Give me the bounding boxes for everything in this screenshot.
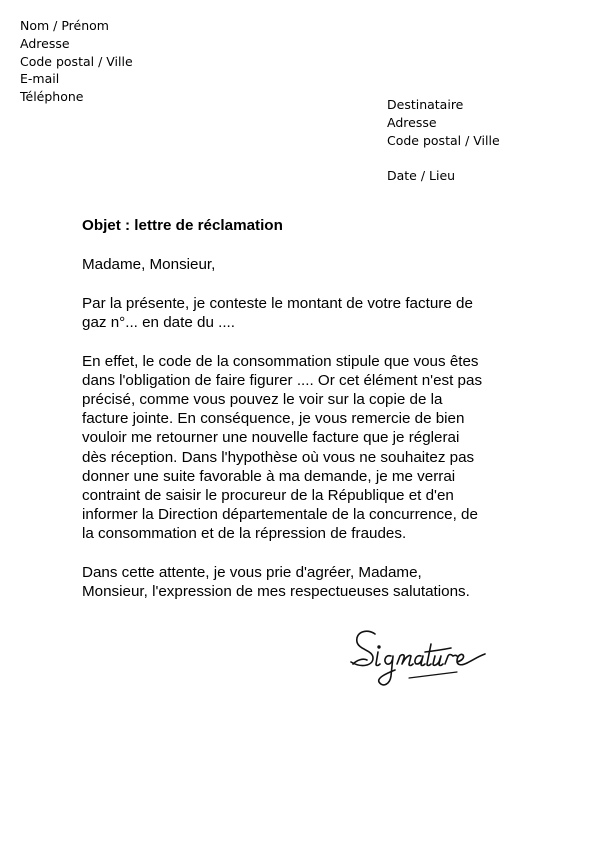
paragraph-line: Dans cette attente, je vous prie d'agréer, Madame, (82, 564, 422, 582)
recipient-block (387, 96, 500, 185)
paragraph-line: En effet, le code de la consommation stipule que vous êtes (82, 352, 479, 370)
paragraph-line: précisé, comme vous pouvez le voir sur la copie de la (82, 391, 443, 408)
sender-postal-city: Code postal / Ville (20, 53, 133, 69)
recipient-name: Destinataire (387, 97, 464, 112)
sender-block (20, 17, 133, 106)
recipient-postal-city: Code postal / Ville (387, 132, 500, 148)
paragraph-line: dès réception. Dans l'hypothèse où vous ne souhaitez pas (82, 448, 475, 466)
paragraph-closing (82, 563, 522, 601)
paragraph-explanation (82, 352, 522, 544)
paragraph-line: la consommation et de la répression de fraudes. (82, 525, 407, 543)
paragraph-line: Par la présente, je conteste le montant de votre facture de (82, 294, 473, 312)
sender-address: Adresse (20, 35, 70, 51)
sender-email: E-mail (20, 71, 60, 87)
letter-body (82, 216, 522, 621)
paragraph-line: vouloir me retourner une nouvelle facture que je réglerai (82, 429, 460, 447)
letter-salutation: Madame, Monsieur, (82, 256, 216, 274)
paragraph-line: informer la Direction départementale de la concurrence, de (82, 506, 478, 524)
paragraph-line: donner une suite favorable à ma demande, je me verrai (82, 467, 456, 485)
sender-name: Nom / Prénom (20, 18, 109, 33)
paragraph-line: Monsieur, l'expression de mes respectueuses salutations. (82, 583, 470, 601)
sender-phone: Téléphone (20, 89, 84, 105)
letter-subject: Objet : lettre de réclamation (82, 217, 283, 234)
paragraph-contest (82, 294, 522, 332)
handwritten-signature (345, 618, 505, 698)
signature-graphic (345, 618, 505, 698)
paragraph-line: dans l'obligation de faire figurer .... Or cet élément n'est pas (82, 371, 483, 389)
paragraph-line: facture jointe. En conséquence, je vous remercie de bien (82, 410, 465, 428)
paragraph-line: contraint de saisir le procureur de la République et d'en (82, 487, 454, 505)
recipient-address: Adresse (387, 114, 437, 130)
paragraph-line: gaz n°... en date du .... (82, 314, 235, 331)
date-place: Date / Lieu (387, 167, 456, 183)
